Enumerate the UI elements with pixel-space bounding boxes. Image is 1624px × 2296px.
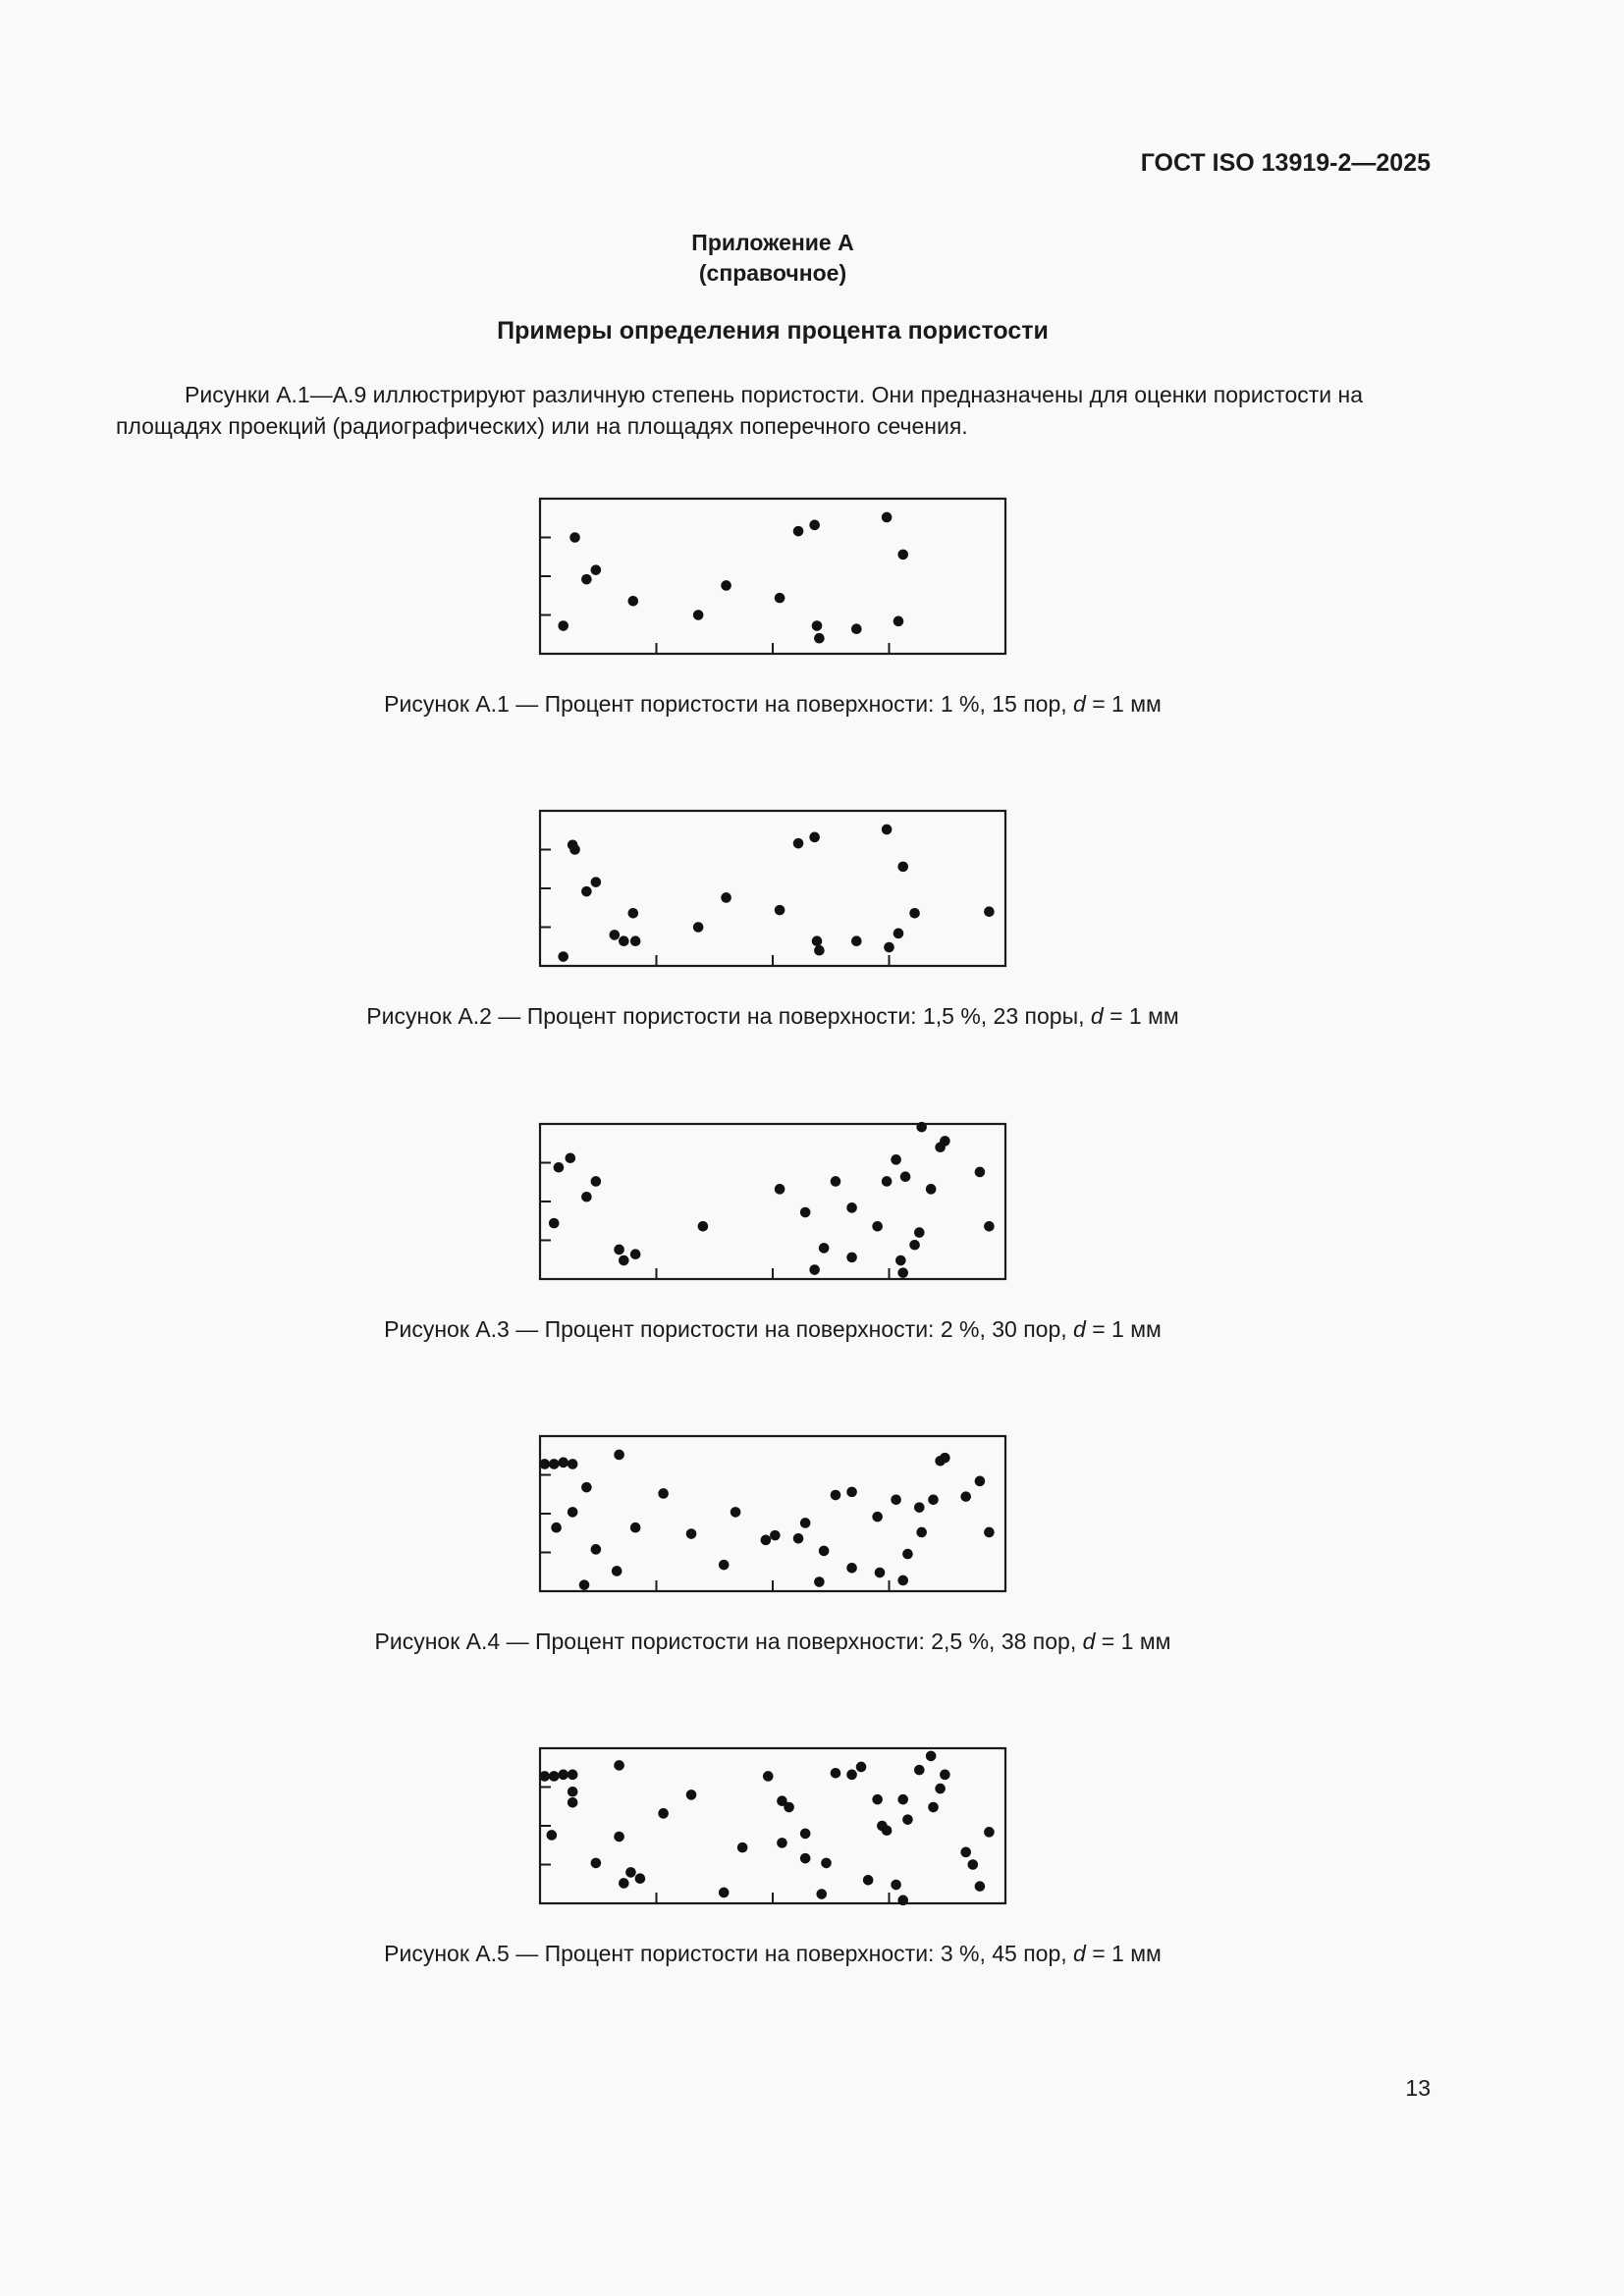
pore-dot bbox=[610, 930, 621, 940]
pore-dot bbox=[914, 1765, 925, 1776]
pore-dot bbox=[812, 620, 823, 631]
annex-type: (справочное) bbox=[698, 260, 847, 286]
pore-dot bbox=[721, 580, 731, 591]
section-heading: Примеры определения процента пористости bbox=[497, 317, 1049, 345]
pore-dot bbox=[719, 1888, 730, 1898]
pore-dot bbox=[928, 1494, 939, 1505]
pore-dot bbox=[770, 1530, 781, 1541]
pore-dot bbox=[800, 1853, 811, 1864]
pore-dot bbox=[814, 1576, 825, 1587]
figure-caption bbox=[0, 1941, 1545, 1967]
pore-dot bbox=[882, 512, 893, 523]
pore-dot bbox=[686, 1528, 697, 1539]
pore-dot bbox=[554, 1162, 565, 1173]
pore-dot bbox=[635, 1873, 646, 1884]
intro-paragraph: Рисунки А.1—А.9 иллюстрируют различную степень пористости. Они предназначены для оценки пористости на площадях проекций (радиографических) или на площадях поперечного сечения. bbox=[116, 382, 1363, 439]
pore-dot bbox=[547, 1830, 558, 1841]
pore-dot bbox=[628, 596, 639, 607]
pore-dot bbox=[975, 1167, 986, 1178]
pore-dot bbox=[812, 935, 823, 946]
pore-dot bbox=[614, 1450, 624, 1461]
pore-dot bbox=[793, 526, 804, 537]
pore-dot bbox=[539, 1771, 550, 1782]
pore-dot bbox=[809, 832, 820, 843]
pore-dot bbox=[539, 1459, 550, 1469]
pore-dot bbox=[940, 1453, 950, 1464]
pore-dot bbox=[940, 1136, 950, 1147]
pore-dot bbox=[568, 839, 578, 850]
caption-variable: d bbox=[1090, 1003, 1104, 1029]
pore-dot bbox=[984, 906, 995, 917]
pore-dot bbox=[926, 1184, 937, 1195]
pore-dot bbox=[558, 620, 568, 631]
pore-dot bbox=[814, 633, 825, 644]
pore-dot bbox=[831, 1490, 841, 1501]
caption-variable: d bbox=[1073, 691, 1086, 717]
pore-dot bbox=[775, 905, 785, 916]
pore-dot bbox=[568, 1787, 578, 1797]
pore-dot bbox=[619, 935, 629, 946]
pore-dot bbox=[549, 1459, 560, 1469]
pore-dot bbox=[551, 1522, 562, 1533]
pore-dot bbox=[846, 1563, 857, 1574]
pore-dot bbox=[863, 1875, 874, 1886]
pore-dot bbox=[809, 1264, 820, 1275]
pore-dot bbox=[793, 1533, 804, 1544]
pore-dot bbox=[846, 1487, 857, 1498]
caption-value: = 1 мм bbox=[1103, 1003, 1179, 1029]
pore-dot bbox=[960, 1491, 971, 1502]
pore-dot bbox=[935, 1784, 946, 1794]
pore-dot bbox=[926, 1751, 937, 1762]
pore-dot bbox=[558, 1458, 568, 1468]
pore-dot bbox=[914, 1502, 925, 1513]
pore-dot bbox=[872, 1221, 883, 1232]
pore-dot bbox=[851, 623, 862, 634]
pore-dot bbox=[897, 1575, 908, 1586]
pore-dot bbox=[893, 616, 904, 627]
figure-caption bbox=[0, 1316, 1545, 1343]
pore-dot bbox=[831, 1176, 841, 1187]
caption-text: Рисунок А.1 — Процент пористости на поверхности: 1 %, 15 пор, bbox=[384, 691, 1074, 717]
pore-dot bbox=[568, 1797, 578, 1808]
pore-dot bbox=[558, 1770, 568, 1781]
pore-dot bbox=[916, 1527, 927, 1538]
pore-dot bbox=[630, 1249, 641, 1259]
pore-dot bbox=[914, 1227, 925, 1238]
pore-dot bbox=[821, 1858, 832, 1869]
pore-dot bbox=[549, 1218, 560, 1229]
pore-dot bbox=[846, 1770, 857, 1781]
pore-dot bbox=[872, 1794, 883, 1805]
pore-dot bbox=[891, 1880, 901, 1891]
caption-variable: d bbox=[1073, 1941, 1086, 1966]
pore-dot bbox=[900, 1171, 911, 1182]
pore-dot bbox=[549, 1771, 560, 1782]
pore-dot bbox=[897, 1896, 908, 1906]
pore-dot bbox=[625, 1867, 636, 1878]
pore-dot bbox=[800, 1207, 811, 1218]
pore-dot bbox=[737, 1842, 748, 1853]
pore-dot bbox=[897, 1267, 908, 1278]
pore-dot bbox=[775, 593, 785, 604]
pore-dot bbox=[975, 1476, 986, 1487]
caption-variable: d bbox=[1073, 1316, 1086, 1342]
caption-value: = 1 мм bbox=[1085, 1316, 1162, 1342]
pore-dot bbox=[591, 1176, 602, 1187]
pore-dot bbox=[897, 550, 908, 561]
pore-dot bbox=[893, 929, 904, 939]
porosity-diagram bbox=[540, 499, 1005, 654]
pore-dot bbox=[968, 1859, 979, 1870]
pore-dot bbox=[763, 1771, 774, 1782]
pore-dot bbox=[591, 877, 602, 887]
pore-dot bbox=[784, 1802, 794, 1813]
pore-dot bbox=[614, 1245, 624, 1255]
annex-title: Приложение А bbox=[691, 230, 854, 255]
porosity-diagram bbox=[540, 811, 1005, 966]
pore-dot bbox=[731, 1507, 741, 1518]
pore-dot bbox=[569, 532, 580, 543]
pore-dot bbox=[698, 1221, 709, 1232]
pore-dot bbox=[581, 574, 592, 585]
pore-dot bbox=[891, 1494, 901, 1505]
page-number: 13 bbox=[1405, 2075, 1431, 2101]
pore-dot bbox=[819, 1546, 830, 1557]
pore-dot bbox=[775, 1184, 785, 1195]
pore-dot bbox=[960, 1847, 971, 1858]
pore-dot bbox=[846, 1253, 857, 1263]
pore-dot bbox=[793, 838, 804, 849]
pore-dot bbox=[558, 951, 568, 962]
pore-dot bbox=[581, 1482, 592, 1493]
pore-dot bbox=[882, 1176, 893, 1187]
pore-dot bbox=[882, 825, 893, 835]
figure-caption bbox=[0, 691, 1545, 718]
pore-dot bbox=[719, 1560, 730, 1571]
pore-dot bbox=[568, 1507, 578, 1518]
pore-dot bbox=[940, 1770, 950, 1781]
pore-dot bbox=[897, 862, 908, 873]
diagram-frame bbox=[540, 1748, 1005, 1903]
pore-dot bbox=[777, 1838, 787, 1848]
pore-dot bbox=[693, 922, 704, 933]
pore-dot bbox=[721, 892, 731, 903]
pore-dot bbox=[619, 1255, 629, 1266]
pore-dot bbox=[761, 1535, 772, 1546]
pore-dot bbox=[882, 1825, 893, 1836]
pore-dot bbox=[846, 1202, 857, 1213]
pore-dot bbox=[831, 1768, 841, 1779]
pore-dot bbox=[909, 1240, 920, 1251]
pore-dot bbox=[872, 1512, 883, 1522]
pore-dot bbox=[693, 610, 704, 620]
pore-dot bbox=[902, 1814, 913, 1825]
pore-dot bbox=[897, 1794, 908, 1805]
pore-dot bbox=[614, 1832, 624, 1842]
pore-dot bbox=[591, 1858, 602, 1869]
pore-dot bbox=[884, 942, 894, 953]
pore-dot bbox=[614, 1760, 624, 1771]
pore-dot bbox=[891, 1154, 901, 1165]
pore-dot bbox=[975, 1881, 986, 1892]
pore-dot bbox=[686, 1789, 697, 1800]
caption-text: Рисунок А.5 — Процент пористости на поверхности: 3 %, 45 пор, bbox=[384, 1941, 1074, 1966]
pore-dot bbox=[658, 1808, 669, 1819]
caption-variable: d bbox=[1082, 1629, 1096, 1654]
pore-dot bbox=[581, 886, 592, 897]
caption-value: = 1 мм bbox=[1085, 691, 1162, 717]
diagram-frame bbox=[540, 811, 1005, 966]
pore-dot bbox=[579, 1579, 590, 1590]
caption-value: = 1 мм bbox=[1085, 1941, 1162, 1966]
pore-dot bbox=[851, 935, 862, 946]
diagram-frame bbox=[540, 499, 1005, 654]
pore-dot bbox=[591, 564, 602, 575]
pore-dot bbox=[568, 1459, 578, 1469]
pore-dot bbox=[816, 1889, 827, 1899]
porosity-diagram bbox=[540, 1124, 1005, 1279]
pore-dot bbox=[809, 520, 820, 531]
caption-text: Рисунок А.3 — Процент пористости на поверхности: 2 %, 30 пор, bbox=[384, 1316, 1074, 1342]
pore-dot bbox=[568, 1770, 578, 1781]
pore-dot bbox=[800, 1829, 811, 1840]
pore-dot bbox=[928, 1802, 939, 1813]
figure-caption bbox=[0, 1629, 1545, 1655]
document-code: ГОСТ ISO 13919-2—2025 bbox=[1140, 149, 1431, 177]
pore-dot bbox=[814, 945, 825, 956]
pore-dot bbox=[658, 1488, 669, 1499]
pore-dot bbox=[984, 1827, 995, 1838]
pore-dot bbox=[630, 935, 641, 946]
pore-dot bbox=[984, 1527, 995, 1538]
pore-dot bbox=[819, 1243, 830, 1254]
pore-dot bbox=[566, 1152, 576, 1163]
pore-dot bbox=[909, 908, 920, 919]
porosity-diagram bbox=[540, 1748, 1005, 1903]
pore-dot bbox=[916, 1122, 927, 1133]
pore-dot bbox=[619, 1878, 629, 1889]
caption-text: Рисунок А.4 — Процент пористости на поверхности: 2,5 %, 38 пор, bbox=[374, 1629, 1083, 1654]
caption-text: Рисунок А.2 — Процент пористости на поверхности: 1,5 %, 23 поры, bbox=[366, 1003, 1091, 1029]
pore-dot bbox=[628, 908, 639, 919]
pore-dot bbox=[984, 1221, 995, 1232]
pore-dot bbox=[800, 1518, 811, 1528]
pore-dot bbox=[902, 1549, 913, 1560]
annex-heading bbox=[0, 228, 1545, 289]
pore-dot bbox=[581, 1192, 592, 1202]
porosity-diagram bbox=[540, 1436, 1005, 1591]
pore-dot bbox=[875, 1568, 886, 1578]
caption-value: = 1 мм bbox=[1095, 1629, 1171, 1654]
figure-caption bbox=[0, 1003, 1545, 1030]
pore-dot bbox=[856, 1762, 867, 1773]
pore-dot bbox=[612, 1566, 623, 1576]
pore-dot bbox=[895, 1255, 906, 1266]
pore-dot bbox=[591, 1544, 602, 1555]
pore-dot bbox=[630, 1522, 641, 1533]
